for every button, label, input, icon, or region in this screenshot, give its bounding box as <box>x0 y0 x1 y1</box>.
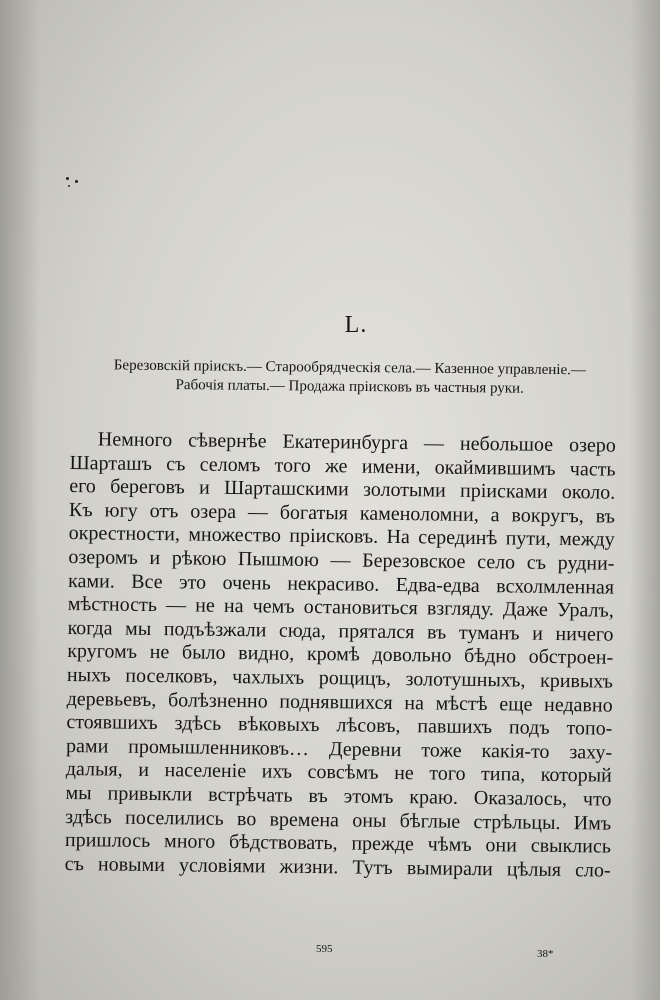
summary-line: Березовскій пріискъ.— Старообрядческія села.— Казенное управленіе.— <box>113 357 587 379</box>
text-line: ныхъ поселковъ, чахлыхъ рощицъ, золотушныхъ, кривыхъ <box>66 663 614 693</box>
text-line: деревьевъ, болѣзненно поднявшихся на мѣстѣ еще недавно <box>66 687 613 717</box>
text-line: рами промышленниковъ… Деревни тоже какія-то заху- <box>65 734 613 764</box>
text-line: мы привыкли встрѣчать въ этомъ краю. Оказалось, что <box>65 781 612 811</box>
text-line: когда мы подъѣзжали сюда, прятался въ туманъ и ничего <box>67 616 614 646</box>
text-line: здѣсь поселились во времена оны бѣглые стрѣльцы. Имъ <box>65 805 612 835</box>
text-line: ками. Все это очень некрасиво. Едва-едва всхолмленная <box>68 569 615 599</box>
chapter-summary <box>74 356 626 400</box>
page-number: 595 <box>316 943 333 955</box>
chapter-number: L. <box>344 312 368 338</box>
text-line: мѣстность — не на чемъ остановиться взгляду. Даже Уралъ, <box>67 593 614 622</box>
ink-specks <box>64 174 84 194</box>
text-line: стоявшихъ здѣсь вѣковыхъ лѣсовъ, павшихъ подъ топо- <box>66 711 613 740</box>
text-line: Немного сѣвернѣе Екатеринбурга — небольшое озеро <box>97 428 616 457</box>
text-line: Къ югу отъ озера — богатыя каменоломни, а вокругъ, въ <box>68 498 616 528</box>
text-line: его береговъ и Шарташскими золотыми пріисками около. <box>69 475 616 504</box>
text-line: окрестности, множество пріисковъ. На серединѣ пути, между <box>68 522 615 552</box>
summary-line: Рабочія платы.— Продажа пріисковъ въ частныя руки. <box>175 377 524 397</box>
text-line: съ новыми условіями жизни. Тутъ вымирали цѣлыя сло- <box>64 852 611 882</box>
text-line: кругомъ не было видно, кромѣ довольно бѣдно обстроен- <box>67 640 614 669</box>
body-text <box>65 428 616 883</box>
text-line: Шарташъ съ селомъ того же имени, окаймившимъ часть <box>69 451 616 481</box>
text-line: пришлось много бѣдствовать, прежде чѣмъ они свыклись <box>64 829 612 858</box>
text-line: озеромъ и рѣкою Пышмою — Березовское село съ рудни- <box>68 545 615 575</box>
signature-mark: 38* <box>537 948 554 960</box>
text-line: далыя, и населеніе ихъ совсѣмъ не того типа, который <box>65 758 612 787</box>
